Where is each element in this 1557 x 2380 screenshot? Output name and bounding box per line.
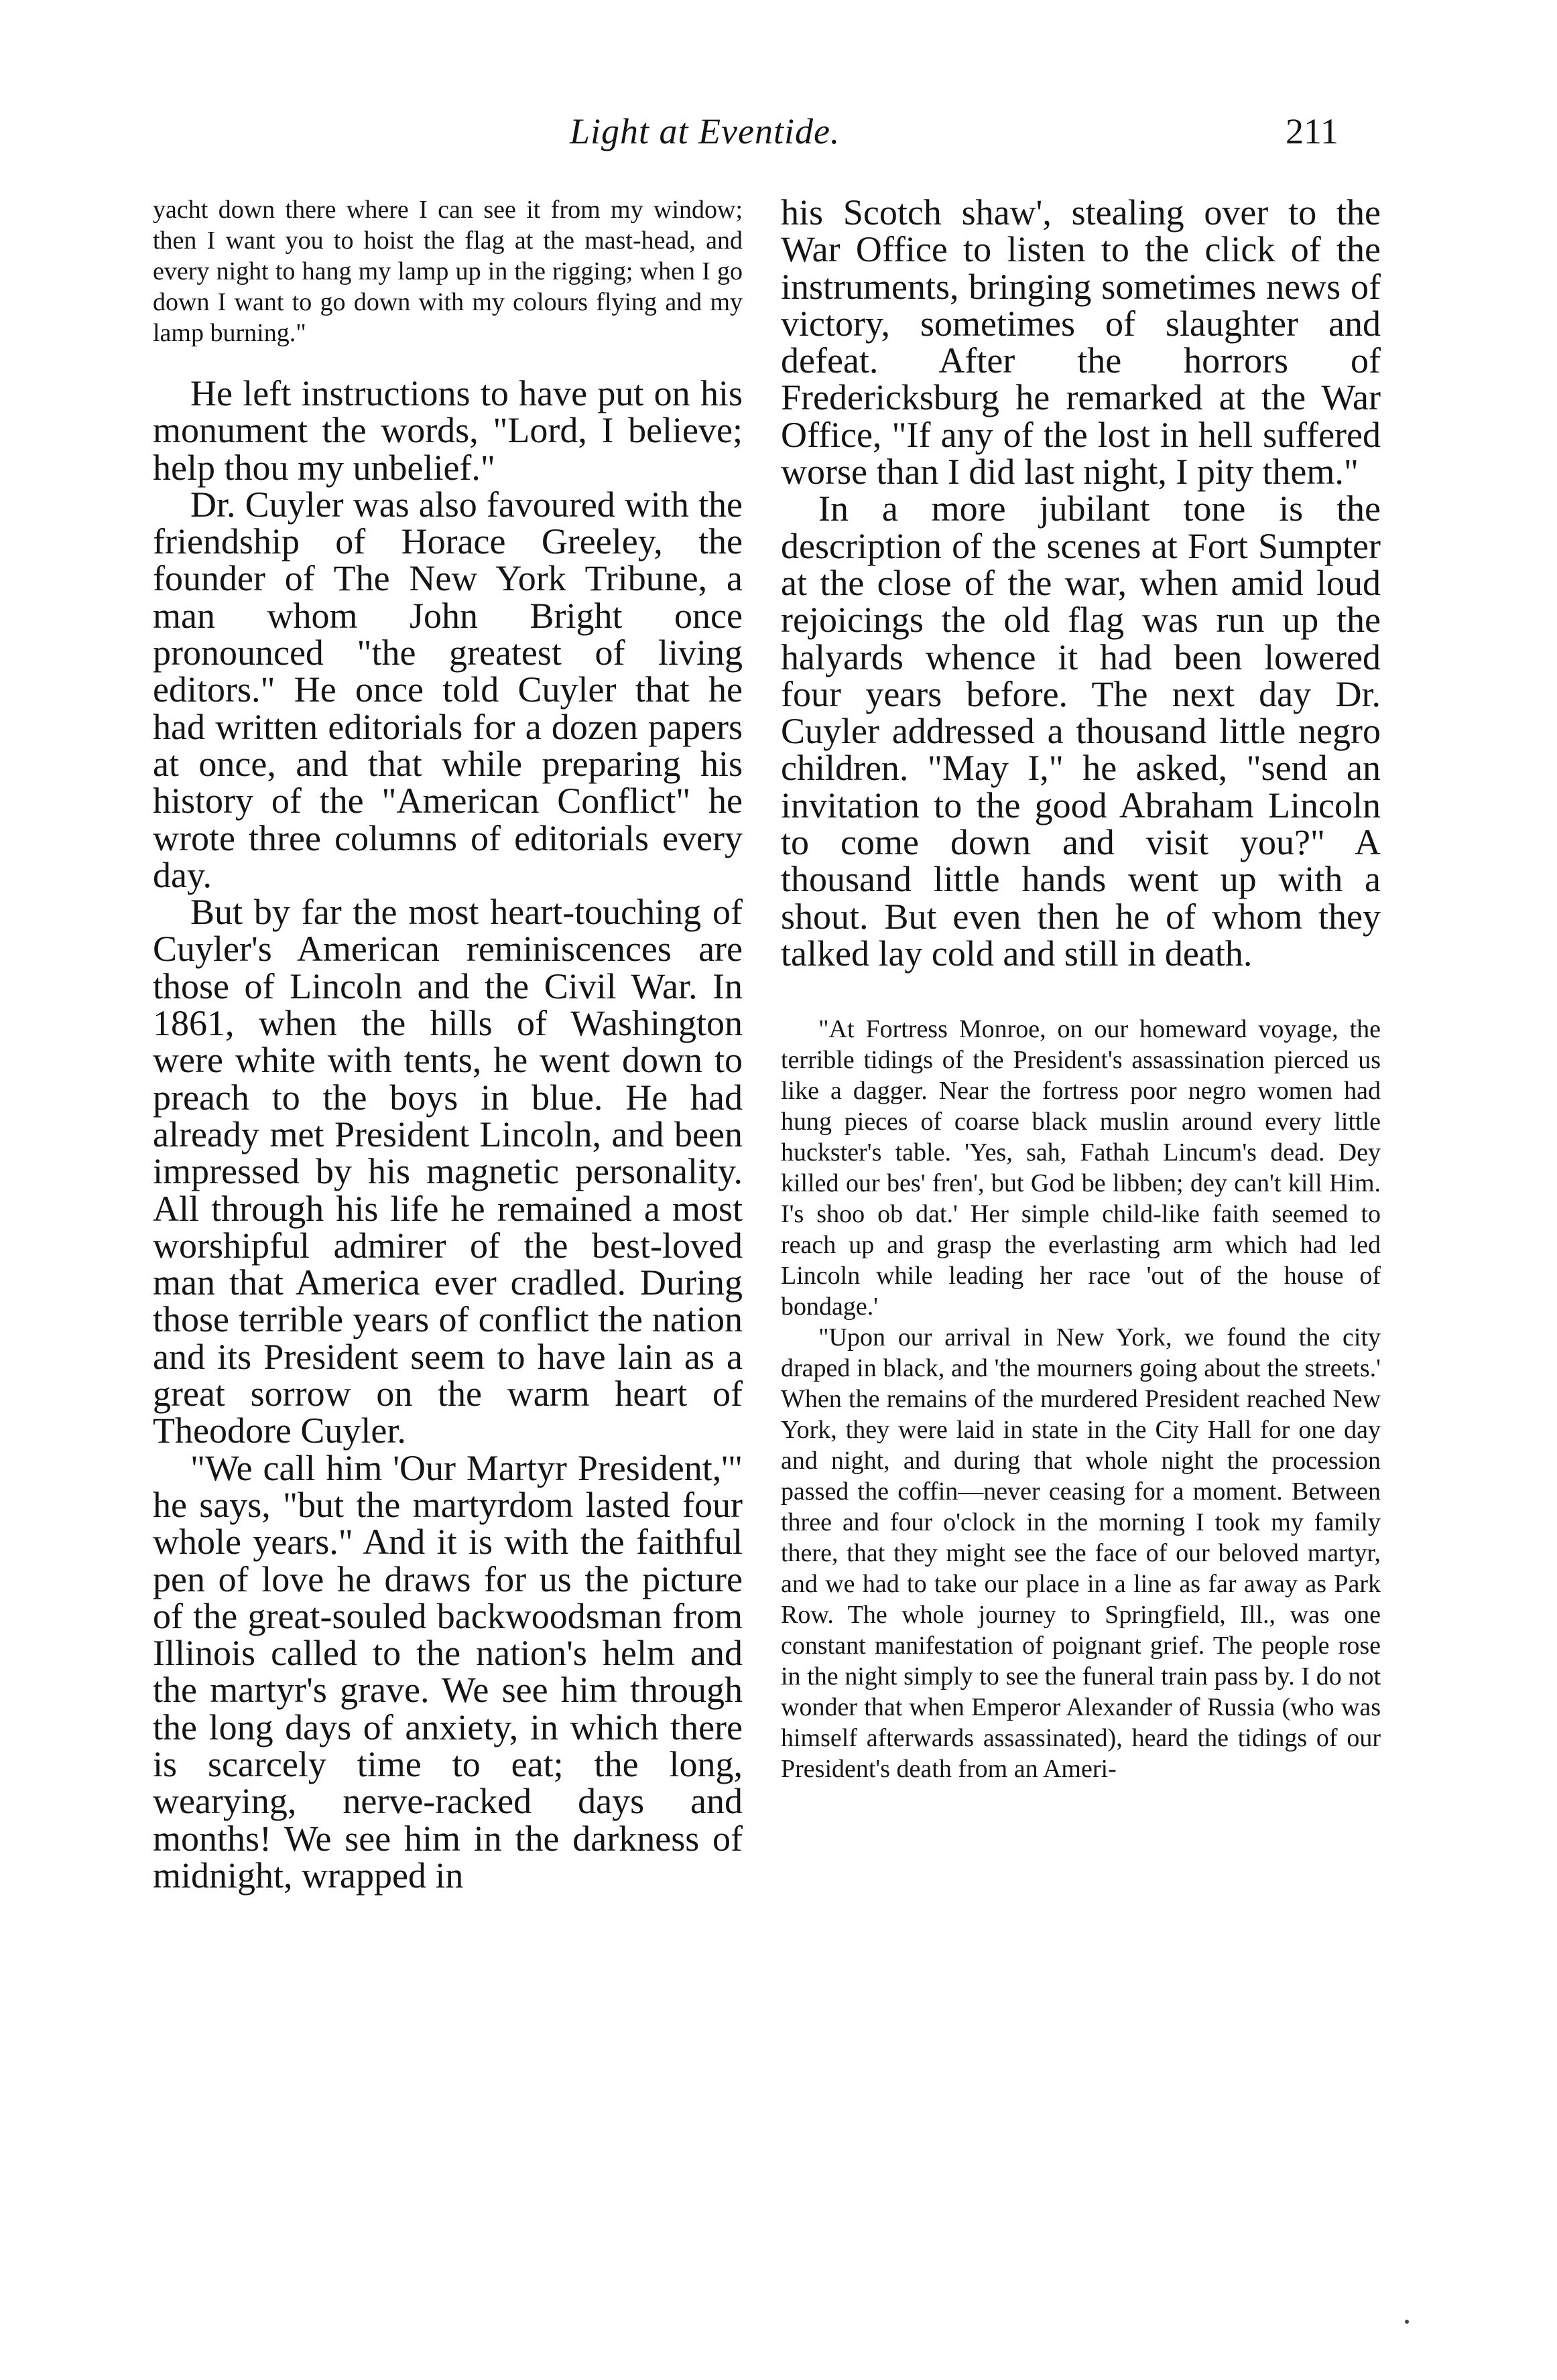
body-paragraph: his Scotch shaw', stealing over to the War Office to listen to the click of the instruments, bringing sometimes news of victory, sometimes of slaughter and defeat. After the horrors of Fredericksburg he remarked at the War Office, "If any of the lost in hell suffered worse than I did last night, I pity them." xyxy=(781,192,1381,492)
block-quote: "At Fortress Monroe, on our homeward voyage, the terrible tidings of the President's assassination pierced us like a dagger. Near the fortress poor negro women had hung pieces of coarse black muslin around every little huckster's table. 'Yes, sah, Fathah Lincum's dead. Dey killed our bes' fren', but God be libben; dey can't kill Him. I's shoo ob dat.' Her simple child-like faith seemed to reach up and grasp the everlasting arm which had led Lincoln while leading her race 'out of the house of bondage.' xyxy=(781,1015,1381,1321)
left-column xyxy=(153,194,743,1894)
body-paragraph: He left instructions to have put on his monument the words, "Lord, I believe; help thou my unbelief." xyxy=(153,373,743,488)
margin-mark xyxy=(1405,2320,1409,2324)
page-number: 211 xyxy=(1286,111,1338,151)
block-quote: "Upon our arrival in New York, we found the city draped in black, and 'the mourners going about the streets.' When the remains of the murdered President reached New York, they were laid in state in the City Hall for one day and night, and during that whole night the procession passed the coffin—never ceasing for a moment. Between three and four o'clock in the morning I took my family there, that they might see the face of our beloved martyr, and we had to take our place in a line as far away as Park Row. The whole journey to Springfield, Ill., was one constant manifestation of poignant grief. The people rose in the night simply to see the funeral train pass by. I do not wonder that when Emperor Alexander of Russia (who was himself afterwards assassinated), heard the tidings of our President's death from an Ameri- xyxy=(781,1323,1381,1784)
body-paragraph: Dr. Cuyler was also favoured with the friendship of Horace Greeley, the founder of The New York Tribune, a man whom John Bright once pronounced "the greatest of living editors." He once told Cuyler that he had written editorials for a dozen papers at once, and that while preparing his history of the "American Conflict" he wrote three columns of editorials every day. xyxy=(153,484,743,895)
body-paragraph: But by far the most heart-touching of Cuyler's American reminiscences are those of Lincoln and the Civil War. In 1861, when the hills of Washington were white with tents, he went down to preach to the boys in blue. He had already met President Lincoln, and been impressed by his magnetic personality. All through his life he remained a most worshipful admirer of the best-loved man that America ever cradled. During those terrible years of conflict the nation and its President seem to have lain as a great sorrow on the warm heart of Theodore Cuyler. xyxy=(153,892,743,1451)
running-title: Light at Eventide. xyxy=(570,111,840,151)
body-paragraph: In a more jubilant tone is the description of the scenes at Fort Sumpter at the close of the war, when amid loud rejoicings the old flag was run up the halyards whence it had been lowered four years before. The next day Dr. Cuyler addressed a thousand little negro children. "May I," he asked, "send an invitation to the good Abraham Lincoln to come down and visit you?" A thousand little hands went up with a shout. But even then he of whom they talked lay cold and still in death. xyxy=(781,488,1381,974)
body-paragraph: "We call him 'Our Martyr President,'" he says, "but the martyrdom lasted four whole years." And it is with the faithful pen of love he draws for us the picture of the great-souled backwoodsman from Illinois called to the nation's helm and the martyr's grave. We see him through the long days of anxiety, in which there is scarcely time to eat; the long, wearying, nerve-racked days and months! We see him in the darkness of midnight, wrapped in xyxy=(153,1447,743,1896)
right-column xyxy=(781,194,1381,1784)
quote-continuation: yacht down there where I can see it from my window; then I want you to hoist the flag at the mast-head, and every night to hang my lamp up in the rigging; when I go down I want to go down with my colours flying and my lamp burning." xyxy=(153,196,743,347)
